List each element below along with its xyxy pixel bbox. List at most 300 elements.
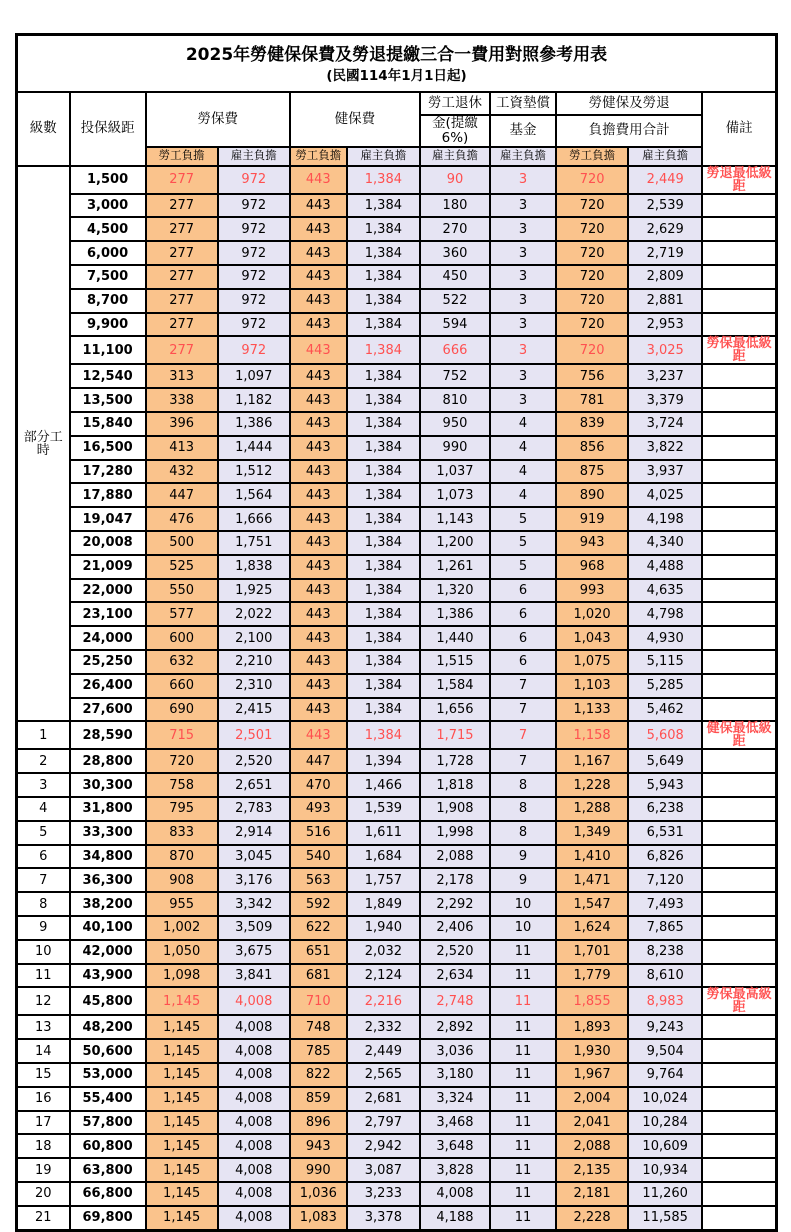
cell-labor-employee: 313: [146, 364, 218, 388]
cell-total-employee: 2,004: [556, 1087, 628, 1111]
cell-remark: [702, 602, 776, 626]
table-row: [17, 626, 777, 650]
cell-labor-employee: 277: [146, 336, 218, 364]
cell-level: 1: [17, 721, 70, 749]
cell-health-employer: 3,087: [347, 1158, 420, 1182]
cell-labor-employee: 908: [146, 868, 218, 892]
cell-total-employer: 4,198: [628, 507, 702, 531]
cell-wage-fund-employer: 4: [490, 412, 556, 436]
cell-bracket: 20,008: [70, 531, 146, 555]
cell-remark: [702, 217, 776, 241]
cell-health-employer: 2,942: [347, 1134, 420, 1158]
cell-bracket: 13,500: [70, 388, 146, 412]
cell-total-employee: 756: [556, 364, 628, 388]
cell-bracket: 43,900: [70, 964, 146, 988]
cell-labor-employee: 690: [146, 698, 218, 722]
cell-labor-employer: 972: [218, 313, 290, 337]
cell-pension-employer: 1,908: [420, 797, 490, 821]
cell-labor-employer: 4,008: [218, 1134, 290, 1158]
cell-wage-fund-employer: 8: [490, 773, 556, 797]
table-row: [17, 364, 777, 388]
cell-health-employee: 443: [290, 626, 347, 650]
cell-health-employee: 563: [290, 868, 347, 892]
cell-labor-employer: 3,841: [218, 964, 290, 988]
cell-wage-fund-employer: 5: [490, 507, 556, 531]
cell-remark: [702, 1158, 776, 1182]
cell-total-employer: 2,539: [628, 194, 702, 218]
cell-wage-fund-employer: 4: [490, 483, 556, 507]
table-row: [17, 773, 777, 797]
cell-labor-employee: 476: [146, 507, 218, 531]
cell-labor-employee: 277: [146, 313, 218, 337]
cell-total-employee: 720: [556, 166, 628, 194]
cell-remark: 健保最低級距: [702, 721, 776, 749]
table-row: [17, 289, 777, 313]
cell-labor-employee: 447: [146, 483, 218, 507]
cell-labor-employee: 715: [146, 721, 218, 749]
table-row: [17, 1134, 777, 1158]
cell-total-employer: 6,826: [628, 845, 702, 869]
cell-health-employer: 2,565: [347, 1063, 420, 1087]
cell-pension-employer: 3,828: [420, 1158, 490, 1182]
cell-wage-fund-employer: 5: [490, 555, 556, 579]
cell-total-employer: 4,488: [628, 555, 702, 579]
cell-total-employee: 1,471: [556, 868, 628, 892]
cell-level: 17: [17, 1111, 70, 1135]
cell-labor-employee: 870: [146, 845, 218, 869]
cell-total-employer: 2,809: [628, 265, 702, 289]
cell-wage-fund-employer: 9: [490, 868, 556, 892]
cell-wage-fund-employer: 3: [490, 166, 556, 194]
cell-labor-employee: 277: [146, 217, 218, 241]
cell-level: 21: [17, 1206, 70, 1230]
cell-labor-employer: 4,008: [218, 1158, 290, 1182]
cell-labor-employee: 277: [146, 241, 218, 265]
cell-bracket: 34,800: [70, 845, 146, 869]
cell-pension-employer: 1,261: [420, 555, 490, 579]
cell-health-employee: 493: [290, 797, 347, 821]
cell-total-employer: 4,635: [628, 579, 702, 603]
cell-pension-employer: 4,188: [420, 1206, 490, 1230]
cell-level: 13: [17, 1015, 70, 1039]
premium-table: [15, 33, 778, 1232]
cell-bracket: 66,800: [70, 1182, 146, 1206]
cell-remark: [702, 845, 776, 869]
subheader-pension-employer: 雇主負擔: [420, 147, 490, 166]
cell-total-employer: 10,284: [628, 1111, 702, 1135]
cell-total-employer: 3,724: [628, 412, 702, 436]
cell-total-employee: 1,167: [556, 749, 628, 773]
cell-pension-employer: 2,634: [420, 964, 490, 988]
cell-health-employee: 443: [290, 289, 347, 313]
cell-pension-employer: 450: [420, 265, 490, 289]
cell-labor-employer: 972: [218, 289, 290, 313]
cell-labor-employer: 4,008: [218, 1087, 290, 1111]
cell-total-employer: 3,822: [628, 436, 702, 460]
cell-pension-employer: 1,728: [420, 749, 490, 773]
cell-wage-fund-employer: 11: [490, 1158, 556, 1182]
cell-wage-fund-employer: 3: [490, 217, 556, 241]
cell-labor-employer: 2,415: [218, 698, 290, 722]
cell-bracket: 55,400: [70, 1087, 146, 1111]
cell-health-employer: 1,384: [347, 289, 420, 313]
cell-health-employee: 443: [290, 364, 347, 388]
cell-pension-employer: 594: [420, 313, 490, 337]
cell-total-employee: 1,349: [556, 821, 628, 845]
cell-health-employer: 1,384: [347, 579, 420, 603]
cell-total-employee: 1,288: [556, 797, 628, 821]
cell-health-employer: 2,032: [347, 940, 420, 964]
cell-bracket: 21,009: [70, 555, 146, 579]
cell-labor-employer: 2,651: [218, 773, 290, 797]
cell-bracket: 28,800: [70, 749, 146, 773]
cell-bracket: 31,800: [70, 797, 146, 821]
cell-total-employer: 7,493: [628, 892, 702, 916]
cell-health-employer: 1,384: [347, 507, 420, 531]
cell-health-employee: 943: [290, 1134, 347, 1158]
cell-labor-employer: 2,022: [218, 602, 290, 626]
cell-total-employer: 2,629: [628, 217, 702, 241]
cell-labor-employee: 1,050: [146, 940, 218, 964]
cell-total-employee: 2,088: [556, 1134, 628, 1158]
cell-total-employee: 919: [556, 507, 628, 531]
cell-total-employer: 8,238: [628, 940, 702, 964]
cell-bracket: 7,500: [70, 265, 146, 289]
cell-health-employer: 2,216: [347, 987, 420, 1015]
cell-total-employer: 2,719: [628, 241, 702, 265]
cell-health-employee: 443: [290, 436, 347, 460]
cell-wage-fund-employer: 6: [490, 626, 556, 650]
cell-labor-employer: 972: [218, 241, 290, 265]
cell-health-employer: 1,384: [347, 313, 420, 337]
cell-total-employer: 9,243: [628, 1015, 702, 1039]
table-row: [17, 650, 777, 674]
cell-bracket: 24,000: [70, 626, 146, 650]
cell-labor-employer: 972: [218, 166, 290, 194]
cell-total-employee: 781: [556, 388, 628, 412]
cell-level: 7: [17, 868, 70, 892]
cell-bracket: 36,300: [70, 868, 146, 892]
reference-table-sheet: [15, 33, 778, 1232]
cell-total-employee: 720: [556, 336, 628, 364]
cell-labor-employer: 1,444: [218, 436, 290, 460]
cell-labor-employer: 3,342: [218, 892, 290, 916]
cell-level: 2: [17, 749, 70, 773]
cell-labor-employee: 525: [146, 555, 218, 579]
cell-level: 16: [17, 1087, 70, 1111]
cell-health-employee: 710: [290, 987, 347, 1015]
cell-remark: [702, 1182, 776, 1206]
table-row: [17, 916, 777, 940]
subheader-total-employee: 勞工負擔: [556, 147, 628, 166]
table-row: [17, 1039, 777, 1063]
cell-remark: 勞退最低級距: [702, 166, 776, 194]
cell-bracket: 19,047: [70, 507, 146, 531]
cell-pension-employer: 1,386: [420, 602, 490, 626]
table-row: [17, 265, 777, 289]
cell-pension-employer: 666: [420, 336, 490, 364]
cell-wage-fund-employer: 6: [490, 579, 556, 603]
cell-health-employee: 443: [290, 650, 347, 674]
cell-wage-fund-employer: 6: [490, 650, 556, 674]
cell-bracket: 50,600: [70, 1039, 146, 1063]
cell-total-employer: 2,881: [628, 289, 702, 313]
cell-labor-employer: 972: [218, 194, 290, 218]
cell-bracket: 1,500: [70, 166, 146, 194]
cell-wage-fund-employer: 7: [490, 698, 556, 722]
cell-total-employee: 720: [556, 217, 628, 241]
cell-level: 6: [17, 845, 70, 869]
cell-total-employer: 11,260: [628, 1182, 702, 1206]
cell-health-employee: 516: [290, 821, 347, 845]
cell-wage-fund-employer: 11: [490, 1039, 556, 1063]
cell-remark: [702, 555, 776, 579]
cell-labor-employer: 4,008: [218, 987, 290, 1015]
cell-pension-employer: 2,088: [420, 845, 490, 869]
cell-wage-fund-employer: 11: [490, 1206, 556, 1230]
cell-health-employee: 540: [290, 845, 347, 869]
cell-labor-employee: 1,002: [146, 916, 218, 940]
col-header-bracket: 投保級距: [70, 92, 146, 166]
cell-level: 11: [17, 964, 70, 988]
cell-health-employee: 443: [290, 265, 347, 289]
cell-health-employer: 1,384: [347, 698, 420, 722]
cell-labor-employer: 3,045: [218, 845, 290, 869]
cell-wage-fund-employer: 11: [490, 940, 556, 964]
cell-health-employer: 3,378: [347, 1206, 420, 1230]
cell-health-employer: 3,233: [347, 1182, 420, 1206]
cell-health-employer: 1,384: [347, 336, 420, 364]
cell-labor-employee: 1,145: [146, 1063, 218, 1087]
cell-total-employee: 943: [556, 531, 628, 555]
cell-labor-employee: 1,145: [146, 1111, 218, 1135]
cell-total-employer: 3,379: [628, 388, 702, 412]
cell-labor-employer: 4,008: [218, 1206, 290, 1230]
cell-health-employee: 443: [290, 217, 347, 241]
table-row: [17, 868, 777, 892]
cell-bracket: 22,000: [70, 579, 146, 603]
table-row: [17, 602, 777, 626]
table-row: [17, 555, 777, 579]
cell-bracket: 38,200: [70, 892, 146, 916]
cell-health-employee: 443: [290, 166, 347, 194]
table-row: [17, 217, 777, 241]
cell-labor-employee: 1,098: [146, 964, 218, 988]
cell-total-employer: 9,504: [628, 1039, 702, 1063]
cell-remark: [702, 1206, 776, 1230]
cell-total-employee: 1,624: [556, 916, 628, 940]
cell-labor-employer: 2,783: [218, 797, 290, 821]
table-row: [17, 388, 777, 412]
cell-bracket: 15,840: [70, 412, 146, 436]
cell-bracket: 45,800: [70, 987, 146, 1015]
cell-total-employer: 5,649: [628, 749, 702, 773]
cell-total-employer: 9,764: [628, 1063, 702, 1087]
cell-labor-employee: 277: [146, 194, 218, 218]
cell-total-employer: 8,983: [628, 987, 702, 1015]
cell-bracket: 57,800: [70, 1111, 146, 1135]
cell-bracket: 12,540: [70, 364, 146, 388]
cell-total-employer: 4,798: [628, 602, 702, 626]
cell-remark: [702, 916, 776, 940]
cell-bracket: 28,590: [70, 721, 146, 749]
cell-health-employee: 443: [290, 194, 347, 218]
cell-labor-employee: 600: [146, 626, 218, 650]
cell-bracket: 63,800: [70, 1158, 146, 1182]
cell-health-employee: 443: [290, 674, 347, 698]
cell-labor-employee: 1,145: [146, 1134, 218, 1158]
cell-pension-employer: 1,440: [420, 626, 490, 650]
cell-wage-fund-employer: 3: [490, 241, 556, 265]
cell-bracket: 9,900: [70, 313, 146, 337]
cell-labor-employee: 632: [146, 650, 218, 674]
cell-bracket: 42,000: [70, 940, 146, 964]
table-row: [17, 1182, 777, 1206]
cell-remark: [702, 388, 776, 412]
cell-health-employee: 443: [290, 388, 347, 412]
cell-wage-fund-employer: 3: [490, 194, 556, 218]
cell-bracket: 53,000: [70, 1063, 146, 1087]
cell-labor-employer: 1,751: [218, 531, 290, 555]
cell-wage-fund-employer: 5: [490, 531, 556, 555]
cell-bracket: 60,800: [70, 1134, 146, 1158]
cell-health-employee: 443: [290, 507, 347, 531]
cell-labor-employer: 972: [218, 265, 290, 289]
col-header-total-line1: 勞健保及勞退: [556, 92, 702, 115]
table-row: [17, 987, 777, 1015]
table-row: [17, 166, 777, 194]
cell-total-employer: 7,120: [628, 868, 702, 892]
cell-total-employee: 968: [556, 555, 628, 579]
table-row: [17, 698, 777, 722]
cell-pension-employer: 360: [420, 241, 490, 265]
cell-remark: [702, 460, 776, 484]
cell-remark: [702, 821, 776, 845]
cell-labor-employee: 1,145: [146, 1039, 218, 1063]
cell-remark: [702, 289, 776, 313]
cell-labor-employer: 1,925: [218, 579, 290, 603]
cell-labor-employee: 577: [146, 602, 218, 626]
page-subtitle: (民國114年1月1日起): [326, 68, 467, 85]
col-header-total-line2: 負擔費用合計: [556, 115, 702, 147]
cell-total-employee: 720: [556, 289, 628, 313]
table-row: [17, 1111, 777, 1135]
cell-remark: [702, 436, 776, 460]
cell-health-employee: 681: [290, 964, 347, 988]
cell-remark: [702, 964, 776, 988]
cell-remark: [702, 507, 776, 531]
cell-total-employer: 10,024: [628, 1087, 702, 1111]
cell-total-employee: 856: [556, 436, 628, 460]
cell-total-employer: 2,953: [628, 313, 702, 337]
cell-remark: [702, 364, 776, 388]
cell-labor-employer: 4,008: [218, 1039, 290, 1063]
cell-health-employee: 443: [290, 483, 347, 507]
cell-total-employee: 1,547: [556, 892, 628, 916]
cell-pension-employer: 1,656: [420, 698, 490, 722]
cell-labor-employer: 972: [218, 336, 290, 364]
cell-level: 18: [17, 1134, 70, 1158]
cell-wage-fund-employer: 10: [490, 916, 556, 940]
cell-health-employer: 1,384: [347, 460, 420, 484]
cell-remark: [702, 313, 776, 337]
page-title: 2025年勞健保保費及勞退提繳三合一費用對照參考用表: [185, 44, 608, 65]
cell-health-employee: 443: [290, 602, 347, 626]
cell-total-employee: 2,181: [556, 1182, 628, 1206]
cell-remark: [702, 940, 776, 964]
col-header-wage-fund-line2: 基金: [490, 115, 556, 147]
cell-pension-employer: 1,037: [420, 460, 490, 484]
table-row: [17, 892, 777, 916]
cell-pension-employer: 2,520: [420, 940, 490, 964]
cell-labor-employer: 2,501: [218, 721, 290, 749]
cell-total-employee: 2,135: [556, 1158, 628, 1182]
cell-health-employer: 1,384: [347, 483, 420, 507]
cell-remark: [702, 483, 776, 507]
cell-health-employee: 443: [290, 412, 347, 436]
cell-level: 19: [17, 1158, 70, 1182]
cell-level: 3: [17, 773, 70, 797]
cell-total-employer: 5,462: [628, 698, 702, 722]
cell-health-employer: 1,384: [347, 412, 420, 436]
table-row: [17, 1063, 777, 1087]
cell-health-employee: 651: [290, 940, 347, 964]
subheader-health-employer: 雇主負擔: [347, 147, 420, 166]
table-row: [17, 507, 777, 531]
cell-level: 5: [17, 821, 70, 845]
cell-wage-fund-employer: 3: [490, 289, 556, 313]
cell-level: 12: [17, 987, 70, 1015]
cell-wage-fund-employer: 3: [490, 336, 556, 364]
cell-bracket: 8,700: [70, 289, 146, 313]
part-time-cell: 部分工時: [17, 166, 70, 722]
cell-labor-employer: 3,509: [218, 916, 290, 940]
cell-wage-fund-employer: 11: [490, 1063, 556, 1087]
cell-labor-employee: 277: [146, 166, 218, 194]
cell-labor-employee: 758: [146, 773, 218, 797]
cell-total-employee: 720: [556, 265, 628, 289]
cell-total-employee: 1,930: [556, 1039, 628, 1063]
cell-labor-employer: 2,210: [218, 650, 290, 674]
cell-level: 20: [17, 1182, 70, 1206]
cell-total-employer: 4,025: [628, 483, 702, 507]
cell-labor-employer: 1,512: [218, 460, 290, 484]
cell-labor-employer: 2,914: [218, 821, 290, 845]
cell-health-employee: 622: [290, 916, 347, 940]
cell-level: 9: [17, 916, 70, 940]
cell-labor-employer: 1,182: [218, 388, 290, 412]
cell-labor-employer: 3,675: [218, 940, 290, 964]
cell-total-employee: 1,075: [556, 650, 628, 674]
cell-labor-employee: 1,145: [146, 1087, 218, 1111]
cell-health-employer: 1,849: [347, 892, 420, 916]
cell-remark: [702, 626, 776, 650]
cell-labor-employee: 277: [146, 265, 218, 289]
cell-total-employee: 2,041: [556, 1111, 628, 1135]
table-row: [17, 579, 777, 603]
cell-health-employee: 443: [290, 555, 347, 579]
cell-health-employer: 1,384: [347, 650, 420, 674]
cell-remark: [702, 1015, 776, 1039]
table-row: [17, 674, 777, 698]
header-row-1: [17, 92, 777, 115]
col-header-remark: 備註: [702, 92, 776, 166]
table-row: [17, 721, 777, 749]
table-row: [17, 797, 777, 821]
cell-bracket: 6,000: [70, 241, 146, 265]
cell-wage-fund-employer: 4: [490, 460, 556, 484]
cell-bracket: 11,100: [70, 336, 146, 364]
